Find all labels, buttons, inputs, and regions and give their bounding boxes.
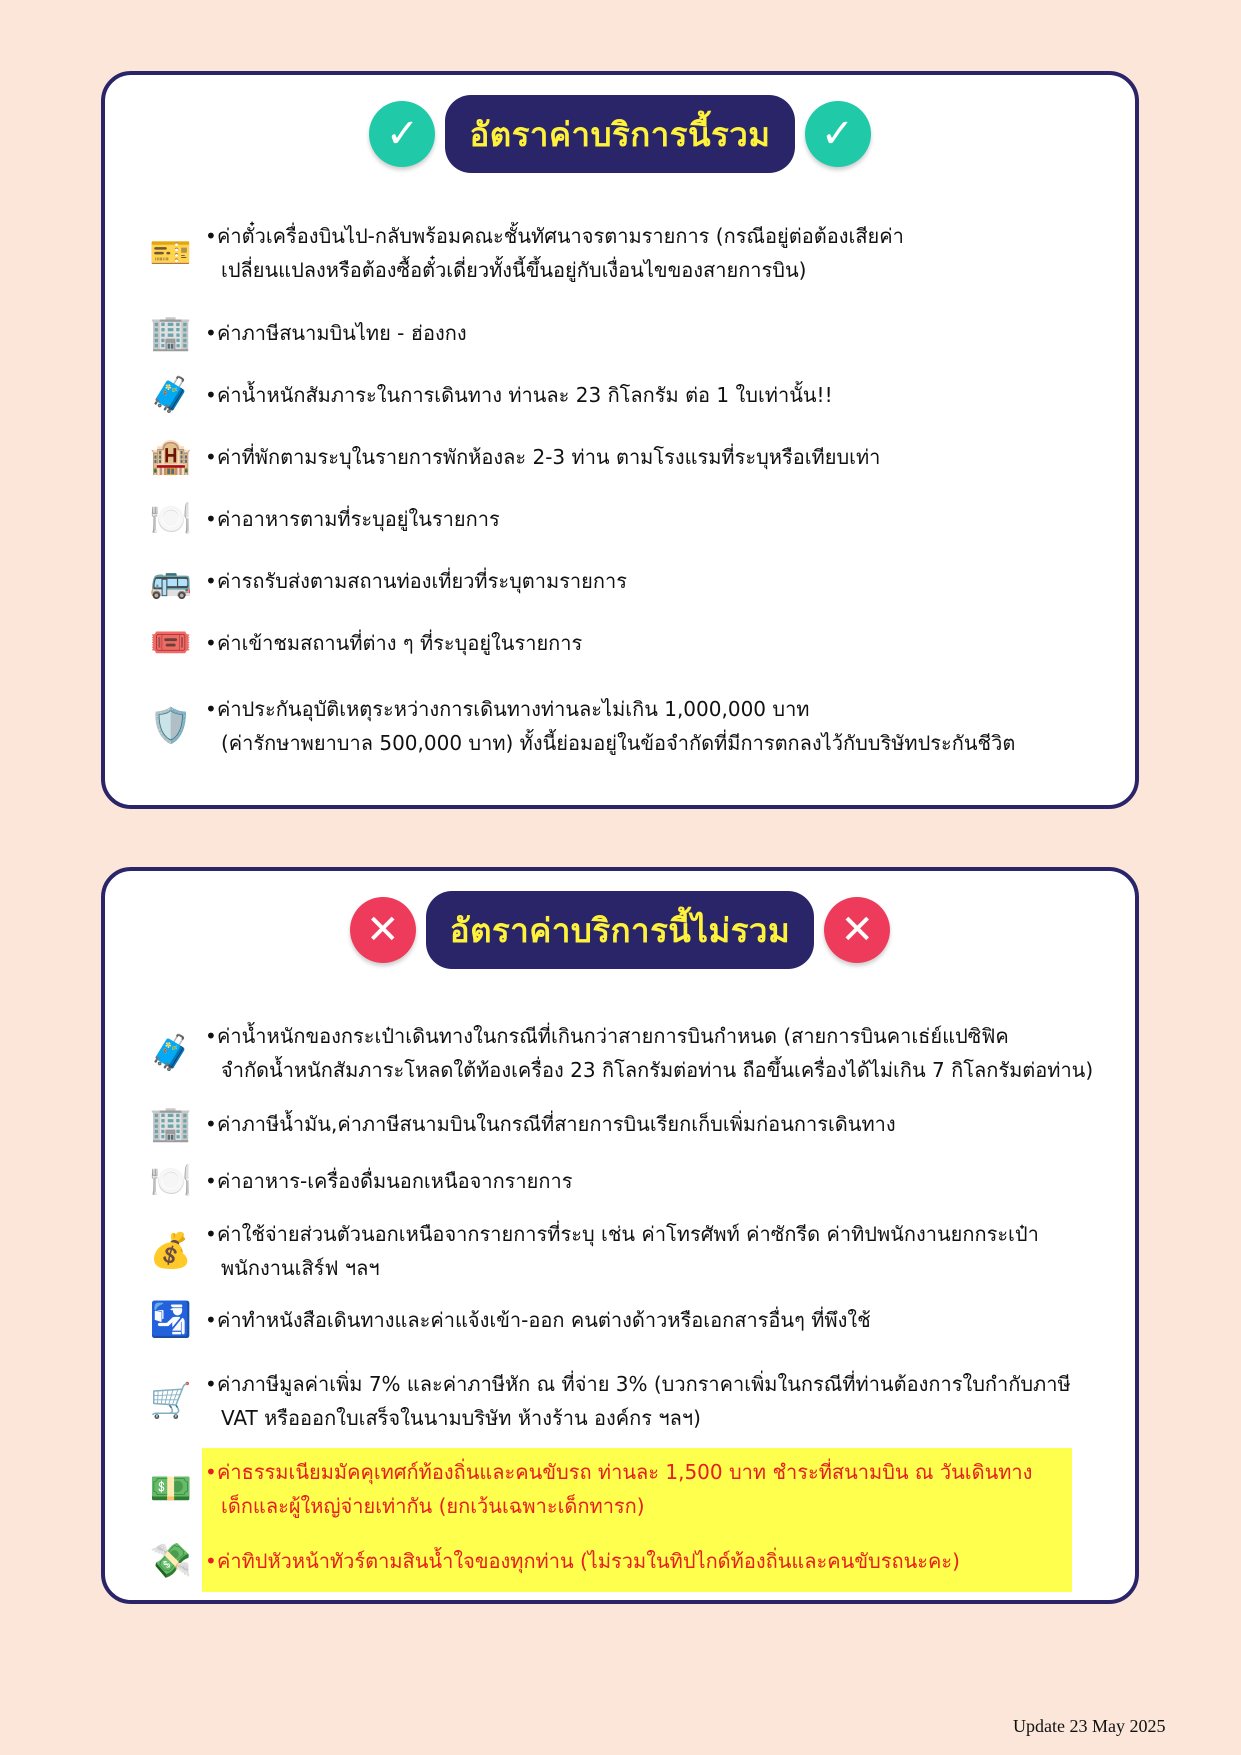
list-item: 🏢 •ค่าภาษีสนามบินไทย - ฮ่องกง [141, 307, 1117, 359]
list-item: 🏢 •ค่าภาษีน้ำมัน,ค่าภาษีสนามบินในกรณีที่สายการบินเรียกเก็บเพิ่มก่อนการเดินทาง [141, 1098, 1117, 1150]
list-item: 🛡️ •ค่าประกันอุบัติเหตุระหว่างการเดินทางท่านละไม่เกิน 1,000,000 บาท (ค่ารักษาพยาบาล 500,000 บาท) ทั้งนี้ย่อมอยู่ในข้อจำกัดที่มีการตกลงไว้กับบริษัทประกันชีวิต [141, 692, 1117, 760]
list-item: 🧳 •ค่าน้ำหนักสัมภาระในการเดินทาง ท่านละ 23 กิโลกรัม ต่อ 1 ใบเท่านั้น!! [141, 369, 1117, 421]
list-item: 🛂 •ค่าทำหนังสือเดินทางและค่าแจ้งเข้า-ออก คนต่างด้าวหรือเอกสารอื่นๆ ที่พึงใช้ [141, 1294, 1117, 1346]
included-card [101, 71, 1139, 809]
excluded-title: อัตราค่าบริการนี้ไม่รวม [426, 891, 814, 969]
luggage-icon: 🧳 [149, 1033, 193, 1073]
meal-icon: 🍽️ [149, 1161, 193, 1201]
luggage-icon: 🧳 [149, 375, 193, 415]
airport-building-icon: 🏢 [149, 1104, 193, 1144]
insurance-shield-icon: 🛡️ [149, 706, 193, 746]
list-item: 🧳 •ค่าน้ำหนักของกระเป๋าเดินทางในกรณีที่เกินกว่าสายการบินกำหนด (สายการบินคาเธ่ย์แปซิฟิค จำกัดน้ำหนักสัมภาระโหลดใต้ท้องเครื่อง 23 กิโลกรัมต่อท่าน ถือขึ้นเครื่องได้ไม่เกิน 7 กิโลกรัมต่อท่าน) [141, 1019, 1117, 1087]
list-item: 🚌 •ค่ารถรับส่งตามสถานท่องเที่ยวที่ระบุตามรายการ [141, 555, 1117, 607]
airplane-ticket-icon: 🎫 [149, 233, 193, 273]
list-item: 🍽️ •ค่าอาหารตามที่ระบุอยู่ในรายการ [141, 493, 1117, 545]
list-item: 🛒 •ค่าภาษีมูลค่าเพิ่ม 7% และค่าภาษีหัก ณ ที่จ่าย 3% (บวกราคาเพิ่มในกรณีที่ท่านต้องการใบกำกับภาษี VAT หรือออกใบเสร็จในนามบริษัท ห้างร้าน องค์กร ฯลฯ) [141, 1367, 1117, 1435]
vat-cart-icon: 🛒 [149, 1381, 193, 1421]
check-circle-icon: ✓ [805, 101, 871, 167]
update-date: Update 23 May 2025 [1013, 1716, 1166, 1736]
excluded-header [105, 891, 1135, 969]
check-circle-icon: ✓ [369, 101, 435, 167]
list-item: 🎫 •ค่าตั๋วเครื่องบินไป-กลับพร้อมคณะชั้นทัศนาจรตามรายการ (กรณีอยู่ต่อต้องเสียค่า เปลี่ยนแปลงหรือต้องซื้อตั๋วเดี่ยวทั้งนี้ขึ้นอยู่กับเงื่อนไขของสายการบิน) [141, 219, 1117, 287]
list-item: 💸 •ค่าทิปหัวหน้าทัวร์ตามสินน้ำใจของทุกท่าน (ไม่รวมในทิปไกด์ท้องถิ่นและคนขับรถนะคะ) [141, 1535, 1117, 1587]
excluded-card [101, 867, 1139, 1604]
ticket-icon: 🎟️ [149, 623, 193, 663]
money-stack-icon: 💸 [149, 1541, 193, 1581]
list-item: 💰 •ค่าใช้จ่ายส่วนตัวนอกเหนือจากรายการที่ระบุ เช่น ค่าโทรศัพท์ ค่าซักรีด ค่าทิปพนักงานยกกระเป๋า พนักงานเสิร์ฟ ฯลฯ [141, 1217, 1117, 1285]
coins-icon: 💰 [149, 1231, 193, 1271]
list-item: 💵 •ค่าธรรมเนียมมัคคุเทศก์ท้องถิ่นและคนขับรถ ท่านละ 1,500 บาท ชำระที่สนามบิน ณ วันเดินทาง เด็กและผู้ใหญ่จ่ายเท่ากัน (ยกเว้นเฉพาะเด็กทารก) [141, 1455, 1117, 1523]
included-title: อัตราค่าบริการนี้รวม [445, 95, 794, 173]
passport-icon: 🛂 [149, 1300, 193, 1340]
meal-icon: 🍽️ [149, 499, 193, 539]
cross-circle-icon: ✕ [350, 897, 416, 963]
money-icon: 💵 [149, 1469, 193, 1509]
list-item: 🎟️ •ค่าเข้าชมสถานที่ต่าง ๆ ที่ระบุอยู่ในรายการ [141, 617, 1117, 669]
included-header [105, 95, 1135, 173]
airport-building-icon: 🏢 [149, 313, 193, 353]
hotel-icon: 🏨 [149, 437, 193, 477]
bus-icon: 🚌 [149, 561, 193, 601]
list-item: 🍽️ •ค่าอาหาร-เครื่องดื่มนอกเหนือจากรายการ [141, 1155, 1117, 1207]
cross-circle-icon: ✕ [824, 897, 890, 963]
list-item: 🏨 •ค่าที่พักตามระบุในรายการพักห้องละ 2-3 ท่าน ตามโรงแรมที่ระบุหรือเทียบเท่า [141, 431, 1117, 483]
